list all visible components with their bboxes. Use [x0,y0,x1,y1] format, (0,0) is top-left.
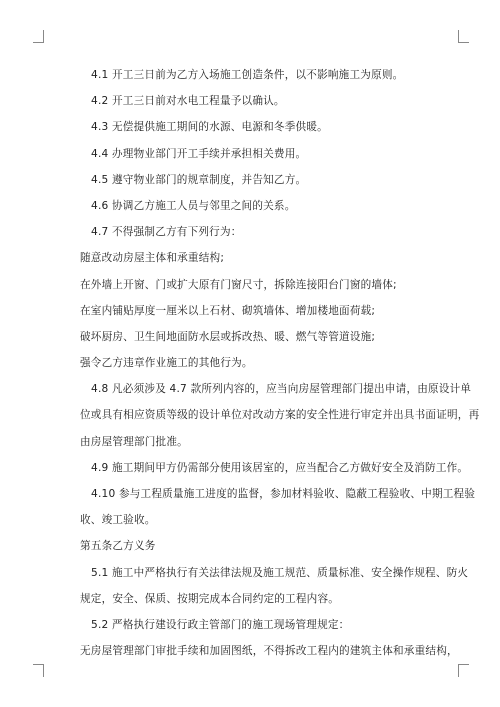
clause-4-9: 4.9 施工期间甲方仍需部分使用该居室的，应当配合乙方做好安全及消防工作。 [91,461,469,474]
clause-4-7-item-4: 破坏厨房、卫生间地面防水层或拆改热、暖、燃气等管道设施; [80,330,376,343]
crop-mark-top-left [33,30,44,43]
clause-4-8-line-1: 4.8 凡必须涉及 4.7 款所列内容的，应当向房屋管理部门提出申请，由原设计单 [91,383,472,396]
clause-5-1-line-2: 规定，安全、保质、按期完成本合同约定的工程内容。 [80,592,340,605]
clause-4-8-line-2: 位或具有相应资质等级的设计单位对改动方案的安全性进行审定并出具书面证明，再 [80,409,480,422]
clause-4-10-line-1: 4.10 参与工程质量施工进度的监督，参加材料验收、隐蔽工程验收、中期工程验 [91,488,476,500]
clause-4-7-item-5: 强令乙方违章作业施工的其他行为。 [80,357,253,370]
clause-4-1: 4.1 开工三日前为乙方入场施工创造条件，以不影响施工为原则。 [91,69,404,81]
clause-4-7-item-1: 随意改动房屋主体和承重结构; [80,252,225,265]
clause-4-4: 4.4 办理物业部门开工手续并承担相关费用。 [91,147,307,160]
clause-4-2: 4.2 开工三日前对水电工程量予以确认。 [91,95,285,108]
clause-4-7-item-2: 在外墙上开窗、门或扩大原有门窗尺寸，拆除连接阳台门窗的墙体; [80,278,397,291]
clause-4-7: 4.7 不得强制乙方有下列行为： [91,226,242,239]
clause-5-1-line-1: 5.1 施工中严格执行有关法律法规及施工规范、质量标准、安全操作规程、防火 [91,566,469,579]
clause-4-3: 4.3 无偿提供施工期间的水源、电源和冬季供暖。 [91,121,328,134]
crop-mark-bottom-left [33,664,44,677]
section-5-heading: 第五条乙方义务 [80,540,156,553]
crop-mark-bottom-right [458,664,469,677]
crop-mark-top-right [458,30,469,43]
clause-4-5: 4.5 遵守物业部门的规章制度，并告知乙方。 [91,173,307,186]
clause-4-7-item-3: 在室内铺贴厚度一厘米以上石材、砌筑墙体、增加楼地面荷载; [80,304,376,317]
clause-5-2-item-1: 无房屋管理部门审批手续和加固图纸，不得拆改工程内的建筑主体和承重结构， [80,645,458,658]
clause-5-2: 5.2 严格执行建设行政主管部门的施工现场管理规定： [91,618,350,631]
clause-4-8-line-3: 由房屋管理部门批准。 [80,435,188,448]
clause-4-6: 4.6 协调乙方施工人员与邻里之间的关系。 [91,199,296,212]
document-body [80,62,480,664]
clause-4-10-line-2: 收、竣工验收。 [80,514,156,527]
